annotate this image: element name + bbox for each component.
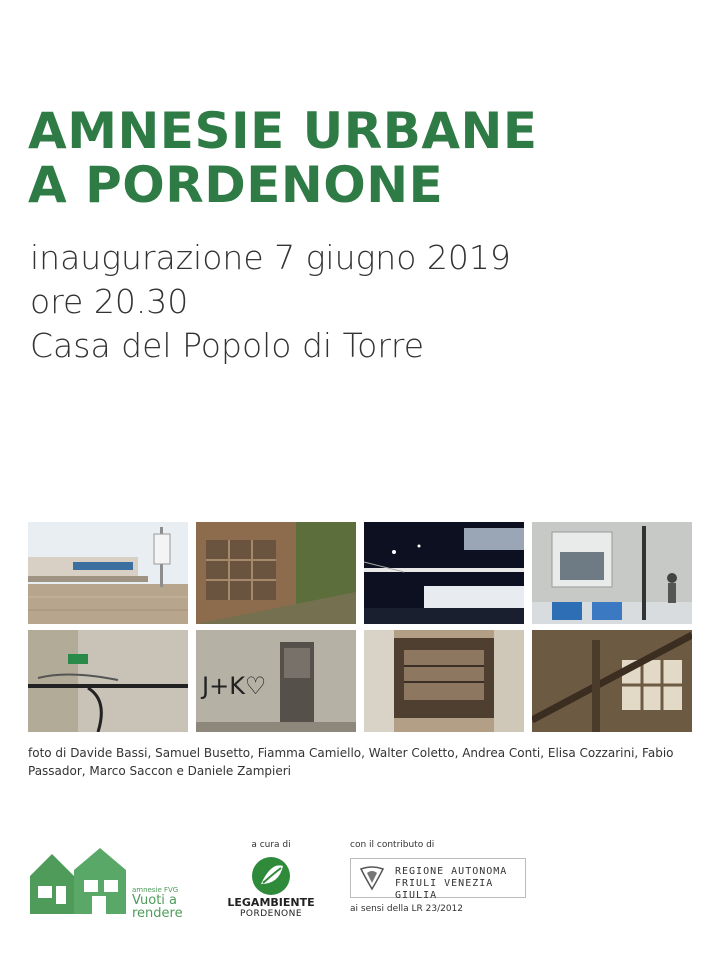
photo-night-buildings bbox=[364, 522, 524, 624]
eagle-crest-icon bbox=[357, 863, 387, 893]
sponsor-label: con il contributo di bbox=[350, 840, 435, 850]
photo-credits: foto di Davide Bassi, Samuel Busetto, Fiamma Camiello, Walter Coletto, Andrea Conti, Elisa Cozzarini, Fabio Passador, Marco Saccon e Daniele Zampieri bbox=[28, 746, 674, 778]
event-venue: Casa del Popolo di Torre bbox=[30, 326, 425, 365]
regione-logo bbox=[350, 858, 526, 901]
photo-overgrown-wall bbox=[196, 522, 356, 624]
regione-line-2: FRIULI VENEZIA GIULIA bbox=[395, 878, 494, 901]
svg-text:J+K♡: J+K♡ bbox=[202, 672, 267, 700]
curator-name: LEGAMBIENTE bbox=[227, 896, 315, 909]
vuoti-logo-line-1: Vuoti a bbox=[132, 893, 178, 908]
page-title bbox=[28, 104, 538, 212]
title-line-2: A PORDENONE bbox=[28, 156, 444, 214]
vuoti-logo-text bbox=[132, 894, 183, 920]
curator-label: a cura di bbox=[251, 840, 291, 850]
photo-cyclist-street bbox=[532, 522, 692, 624]
vuoti-logo-line-2: rendere bbox=[132, 906, 183, 921]
inauguration-date: inaugurazione 7 giugno 2019 bbox=[30, 238, 511, 277]
sponsor-note: ai sensi della LR 23/2012 bbox=[350, 904, 464, 914]
vuoti-logo-small: amnesie FVG bbox=[132, 886, 179, 894]
vuoti-a-rendere-logo bbox=[30, 846, 190, 921]
regione-line-1: REGIONE AUTONOMA bbox=[395, 866, 508, 877]
photo-industrial-building bbox=[28, 522, 188, 624]
photo-interior-ruins bbox=[364, 630, 524, 732]
curator-sub: PORDENONE bbox=[239, 909, 303, 919]
legambiente-leaf-icon bbox=[251, 856, 291, 896]
photo-door-graffiti bbox=[196, 630, 356, 732]
regione-name bbox=[395, 866, 525, 902]
photo-rusted-structure bbox=[532, 630, 692, 732]
photo-graffiti-wall bbox=[28, 630, 188, 732]
curator-block bbox=[226, 840, 316, 919]
event-time: ore 20.30 bbox=[30, 282, 189, 321]
houses-logo-icon bbox=[30, 846, 130, 916]
event-details bbox=[30, 236, 511, 368]
photo-grid bbox=[28, 522, 690, 734]
title-line-1: AMNESIE URBANE bbox=[28, 102, 538, 160]
